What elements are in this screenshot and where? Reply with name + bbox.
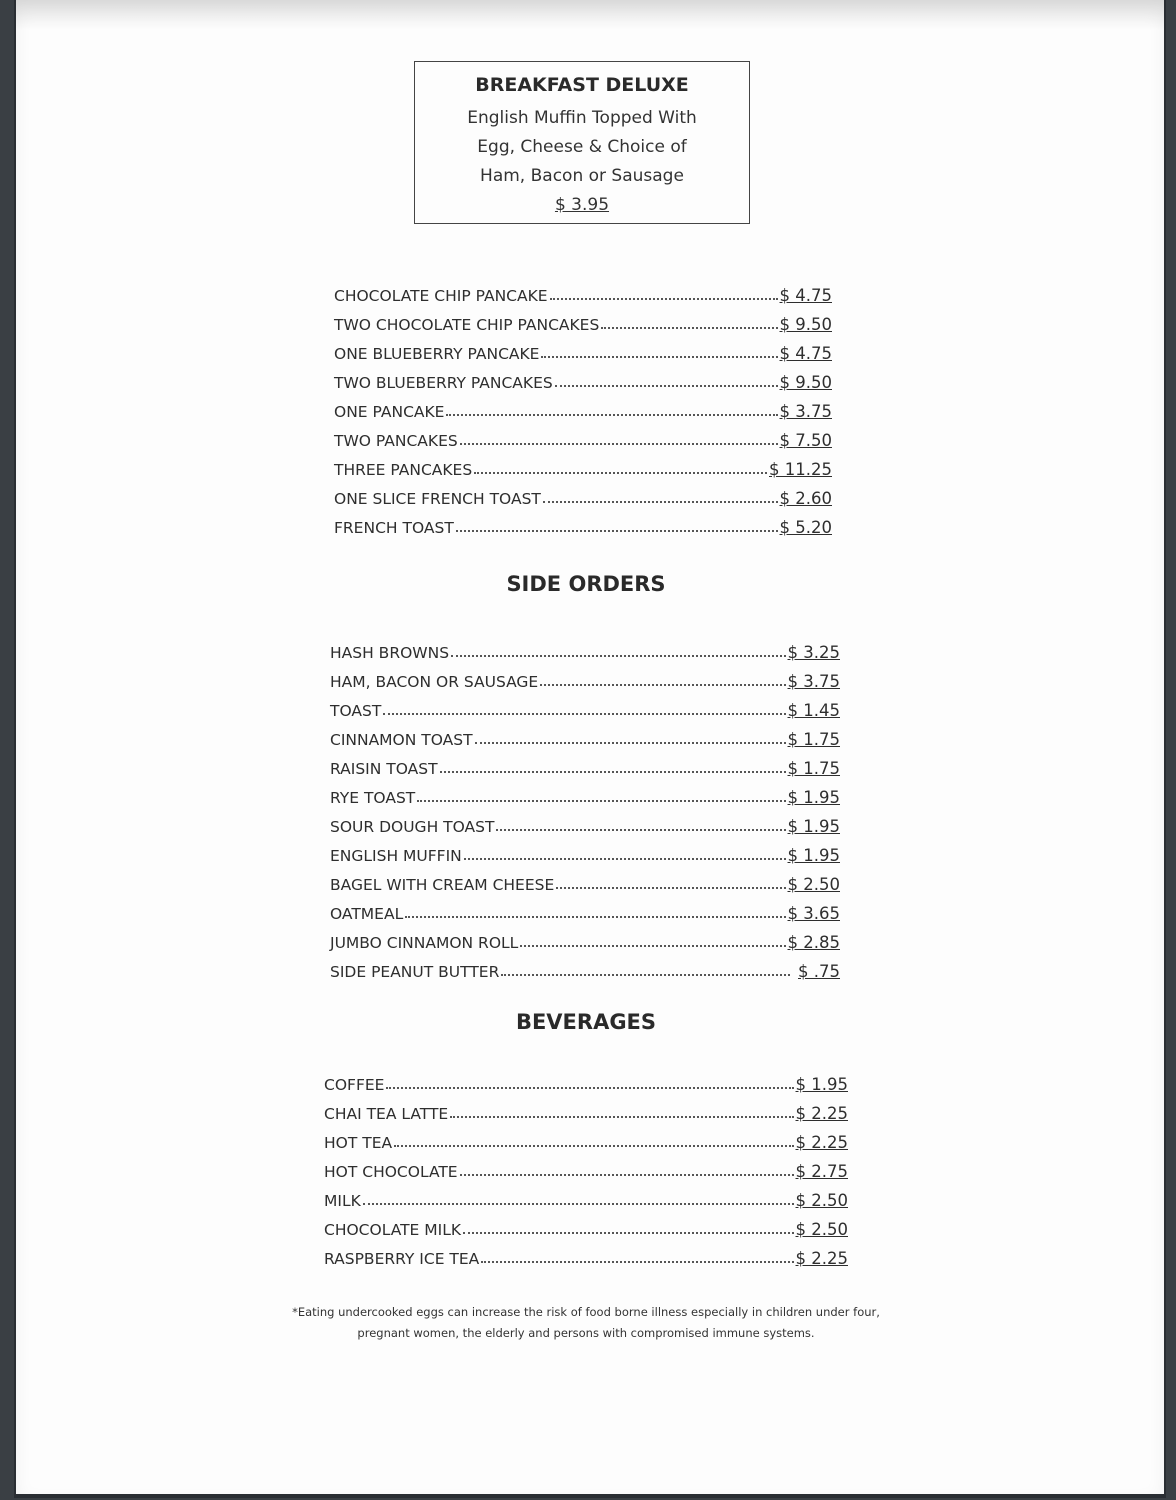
menu-item-name: HAM, BACON OR SAUSAGE	[330, 673, 539, 691]
menu-item	[330, 807, 840, 836]
menu-item-name: SIDE PEANUT BUTTER	[330, 963, 500, 981]
leader-dots	[541, 356, 777, 358]
menu-item	[330, 749, 840, 778]
menu-item-name: RAISIN TOAST	[330, 760, 438, 778]
menu-item-price: $ 9.50	[779, 315, 832, 334]
menu-page	[14, 0, 1166, 1498]
leader-dots	[446, 414, 777, 416]
pancake-menu-list	[334, 276, 832, 537]
menu-item-price: $ 1.75	[787, 759, 840, 778]
menu-item	[330, 778, 840, 807]
page-top-shadow	[16, 0, 1164, 30]
leader-dots	[417, 800, 785, 802]
menu-item-name: JUMBO CINNAMON ROLL	[330, 934, 519, 952]
menu-item	[324, 1065, 848, 1094]
menu-item-price: $ 2.50	[795, 1191, 848, 1210]
disclaimer-line-1: *Eating undercooked eggs can increase the risk of food borne illness especially in children under four,	[292, 1305, 880, 1319]
menu-item-name: ONE PANCAKE	[334, 403, 445, 421]
menu-item-name: CHAI TEA LATTE	[324, 1105, 449, 1123]
menu-item-price: $ 2.75	[795, 1162, 848, 1181]
menu-item-name: MILK	[324, 1192, 361, 1210]
breakfast-deluxe-line-1: English Muffin Topped With	[467, 108, 697, 128]
menu-item-name: FRENCH TOAST	[334, 519, 454, 537]
breakfast-deluxe-box	[414, 61, 750, 224]
leader-dots	[520, 945, 785, 947]
leader-dots	[474, 472, 767, 474]
leader-dots	[450, 1116, 793, 1118]
menu-item-price: $ 1.95	[795, 1075, 848, 1094]
menu-item	[330, 720, 840, 749]
menu-item-price: $ 5.20	[779, 518, 832, 537]
leader-dots	[460, 443, 778, 445]
menu-item-price: $ 2.50	[787, 875, 840, 894]
menu-item	[334, 479, 832, 508]
leader-dots	[556, 887, 785, 889]
menu-item-price: $ 3.75	[787, 672, 840, 691]
menu-item-price: $ 1.95	[787, 788, 840, 807]
menu-item-name: SOUR DOUGH TOAST	[330, 818, 495, 836]
menu-item-price: $ 11.25	[769, 460, 832, 479]
leader-dots	[481, 1261, 793, 1263]
leader-dots	[496, 829, 785, 831]
menu-item-price: $ 3.75	[779, 402, 832, 421]
menu-item-price: $ 2.50	[795, 1220, 848, 1239]
menu-item-price: $ 2.85	[787, 933, 840, 952]
leader-dots	[405, 916, 785, 918]
leader-dots	[394, 1145, 793, 1147]
menu-item	[334, 334, 832, 363]
leader-dots	[456, 530, 778, 532]
menu-item-price: $ 1.45	[787, 701, 840, 720]
menu-item	[330, 691, 840, 720]
leader-dots	[464, 858, 786, 860]
menu-item-name: TWO CHOCOLATE CHIP PANCAKES	[334, 316, 600, 334]
leader-dots	[386, 1087, 793, 1089]
menu-item	[334, 421, 832, 450]
leader-dots	[475, 742, 786, 744]
menu-item	[324, 1239, 848, 1268]
menu-item-name: HOT TEA	[324, 1134, 393, 1152]
beverages-list	[324, 1065, 848, 1268]
menu-item	[324, 1094, 848, 1123]
menu-item-name: RASPBERRY ICE TEA	[324, 1250, 480, 1268]
breakfast-deluxe-title: BREAKFAST DELUXE	[475, 74, 689, 96]
menu-item	[334, 305, 832, 334]
menu-item-name: BAGEL WITH CREAM CHEESE	[330, 876, 555, 894]
menu-item-price: $ 1.75	[787, 730, 840, 749]
menu-item	[330, 894, 840, 923]
menu-item	[330, 952, 840, 981]
menu-item-price: $ 3.25	[787, 643, 840, 662]
menu-item	[324, 1152, 848, 1181]
menu-item-price: $ 2.60	[779, 489, 832, 508]
menu-item	[334, 508, 832, 537]
menu-item-price: $ 1.95	[787, 817, 840, 836]
menu-item-name: COFFEE	[324, 1076, 385, 1094]
menu-item-price: $ 2.25	[795, 1104, 848, 1123]
leader-dots	[540, 684, 785, 686]
menu-item-price: $ 3.65	[787, 904, 840, 923]
breakfast-deluxe-price: $ 3.95	[554, 195, 610, 215]
menu-item-name: RYE TOAST	[330, 789, 416, 807]
menu-item-price: $ 1.95	[787, 846, 840, 865]
beverages-heading: BEVERAGES	[515, 1010, 657, 1034]
menu-item-name: HASH BROWNS	[330, 644, 450, 662]
leader-dots	[550, 298, 778, 300]
menu-item-price: $ 4.75	[779, 344, 832, 363]
leader-dots	[543, 501, 778, 503]
menu-item-name: OATMEAL	[330, 905, 404, 923]
menu-item-price: $ 2.25	[795, 1133, 848, 1152]
menu-item	[324, 1181, 848, 1210]
menu-item-name: CINNAMON TOAST	[330, 731, 473, 749]
leader-dots	[460, 1174, 794, 1176]
menu-item-price: $ 7.50	[779, 431, 832, 450]
menu-item-name: TOAST	[330, 702, 382, 720]
leader-dots	[601, 327, 777, 329]
leader-dots	[451, 655, 785, 657]
menu-item	[330, 662, 840, 691]
leader-dots	[363, 1203, 794, 1205]
menu-item	[330, 836, 840, 865]
menu-item-name: CHOCOLATE CHIP PANCAKE	[334, 287, 548, 305]
menu-item-name: THREE PANCAKES	[334, 461, 473, 479]
leader-dots	[501, 974, 790, 976]
leader-dots	[463, 1232, 793, 1234]
side-orders-heading: SIDE ORDERS	[506, 572, 666, 596]
menu-item	[330, 923, 840, 952]
menu-item-name: ENGLISH MUFFIN	[330, 847, 462, 865]
menu-item	[324, 1210, 848, 1239]
leader-dots	[440, 771, 786, 773]
menu-item	[330, 865, 840, 894]
menu-item	[330, 633, 840, 662]
breakfast-deluxe-line-2: Egg, Cheese & Choice of	[477, 137, 687, 157]
menu-item	[334, 450, 832, 479]
leader-dots	[555, 385, 778, 387]
menu-item	[334, 392, 832, 421]
menu-item-name: TWO BLUEBERRY PANCAKES	[334, 374, 553, 392]
menu-item-name: TWO PANCAKES	[334, 432, 458, 450]
menu-item-name: ONE SLICE FRENCH TOAST	[334, 490, 541, 508]
menu-item-name: ONE BLUEBERRY PANCAKE	[334, 345, 540, 363]
side-orders-list	[330, 633, 840, 981]
menu-item-price: $ .75	[798, 962, 840, 981]
food-safety-disclaimer	[256, 1302, 916, 1344]
menu-item-name: HOT CHOCOLATE	[324, 1163, 458, 1181]
menu-item-name: CHOCOLATE MILK	[324, 1221, 462, 1239]
menu-item-price: $ 2.25	[795, 1249, 848, 1268]
leader-dots	[383, 713, 785, 715]
menu-item-price: $ 9.50	[779, 373, 832, 392]
menu-item	[334, 363, 832, 392]
breakfast-deluxe-line-3: Ham, Bacon or Sausage	[480, 166, 684, 186]
menu-item	[324, 1123, 848, 1152]
menu-item-price: $ 4.75	[779, 286, 832, 305]
disclaimer-line-2: pregnant women, the elderly and persons with compromised immune systems.	[357, 1326, 815, 1340]
menu-item	[334, 276, 832, 305]
